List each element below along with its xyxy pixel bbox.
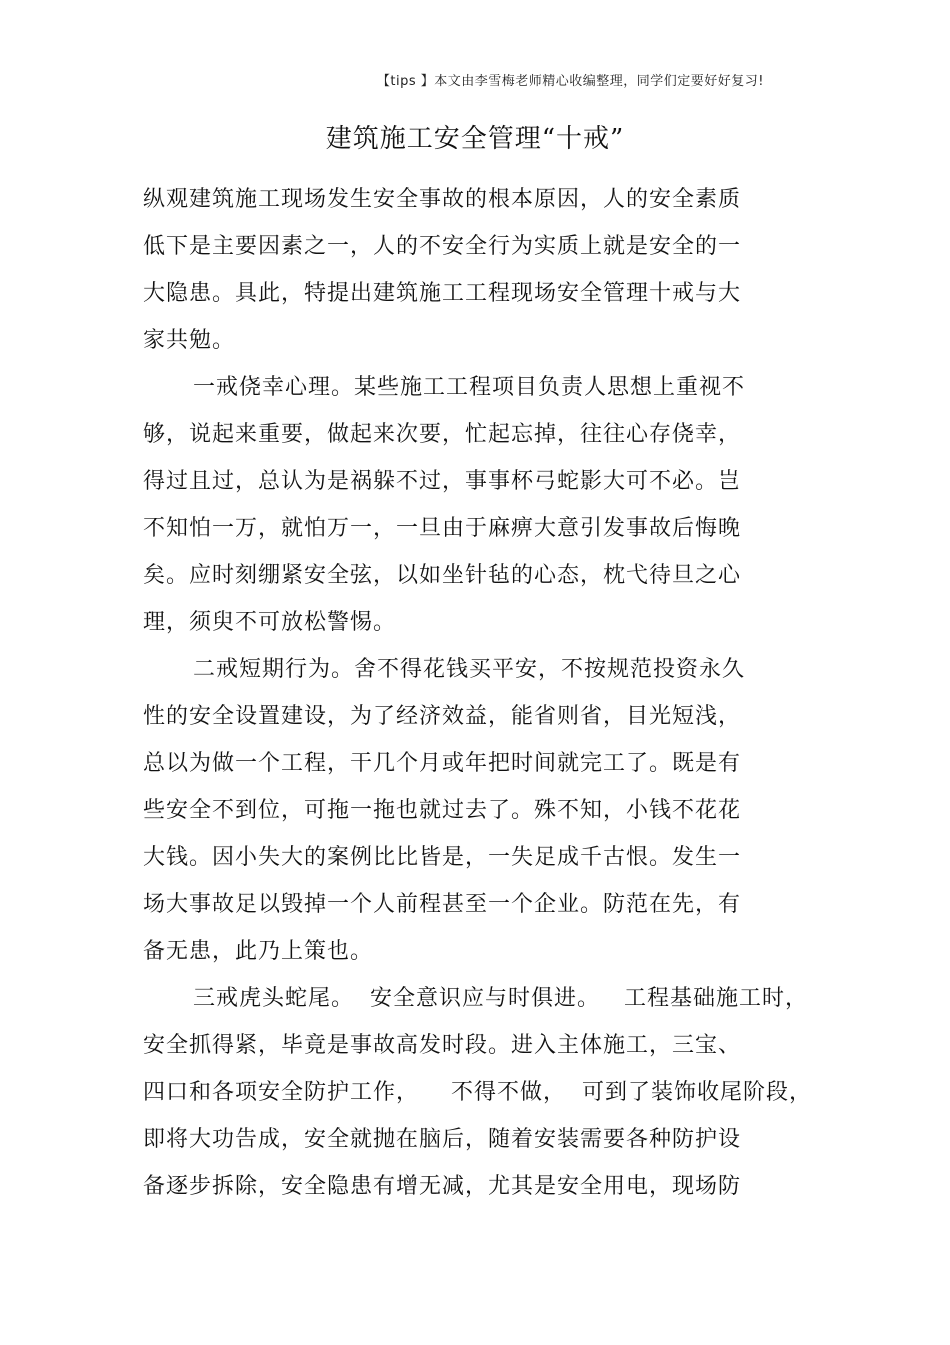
text-line: 大隐患。具此，特提出建筑施工工程现场安全管理十戒与大 (143, 281, 742, 306)
text-line: 理，须臾不可放松警惕。 (143, 610, 397, 635)
header-tip: 【tips 】本文由李雪梅老师精心收编整理，同学们定要好好复习! (376, 74, 764, 89)
document-body (143, 176, 812, 1210)
text-line: 不知怕一万，就怕万一，一旦由于麻痹大意引发事故后悔晚 (143, 516, 742, 541)
text-line: 得过且过，总认为是祸躲不过，事事杯弓蛇影大可不必。岂 (143, 469, 742, 494)
text-line: 四口和各项安全防护工作， 不得不做， 可到了装饰收尾阶段， (143, 1080, 812, 1105)
paragraph-first-line: 一戒侥幸心理。某些施工工程项目负责人思想上重视不 (193, 375, 746, 400)
text-line: 安全抓得紧，毕竟是事故高发时段。进入主体施工，三宝、 (143, 1033, 742, 1058)
text-line: 家共勉。 (143, 328, 236, 353)
text-line: 纵观建筑施工现场发生安全事故的根本原因，人的安全素质 (143, 187, 742, 212)
text-line: 即将大功告成，安全就抛在脑后，随着安装需要各种防护设 (143, 1127, 742, 1152)
text-line: 备无患，此乃上策也。 (143, 939, 374, 964)
text-line: 够，说起来重要，做起来次要，忙起忘掉，往往心存侥幸， (143, 422, 742, 447)
paragraph-first-line: 三戒虎头蛇尾。 安全意识应与时俱进。 工程基础施工时， (193, 986, 808, 1011)
text-line: 总以为做一个工程，干几个月或年把时间就完工了。既是有 (143, 751, 742, 776)
text-line: 些安全不到位，可拖一拖也就过去了。殊不知，小钱不花花 (143, 798, 742, 823)
text-line: 备逐步拆除，安全隐患有增无减，尤其是安全用电，现场防 (143, 1174, 742, 1199)
text-line: 大钱。因小失大的案例比比皆是，一失足成千古恨。发生一 (143, 845, 742, 870)
text-line: 低下是主要因素之一，人的不安全行为实质上就是安全的一 (143, 234, 742, 259)
document-title: 建筑施工安全管理“十戒” (325, 124, 625, 154)
paragraph-first-line: 二戒短期行为。舍不得花钱买平安，不按规范投资永久 (193, 657, 746, 682)
text-line: 性的安全设置建设，为了经济效益，能省则省，目光短浅， (143, 704, 742, 729)
text-line: 矣。应时刻绷紧安全弦，以如坐针毡的心态，枕弋待旦之心 (143, 563, 742, 588)
text-line: 场大事故足以毁掉一个人前程甚至一个企业。防范在先，有 (143, 892, 742, 917)
